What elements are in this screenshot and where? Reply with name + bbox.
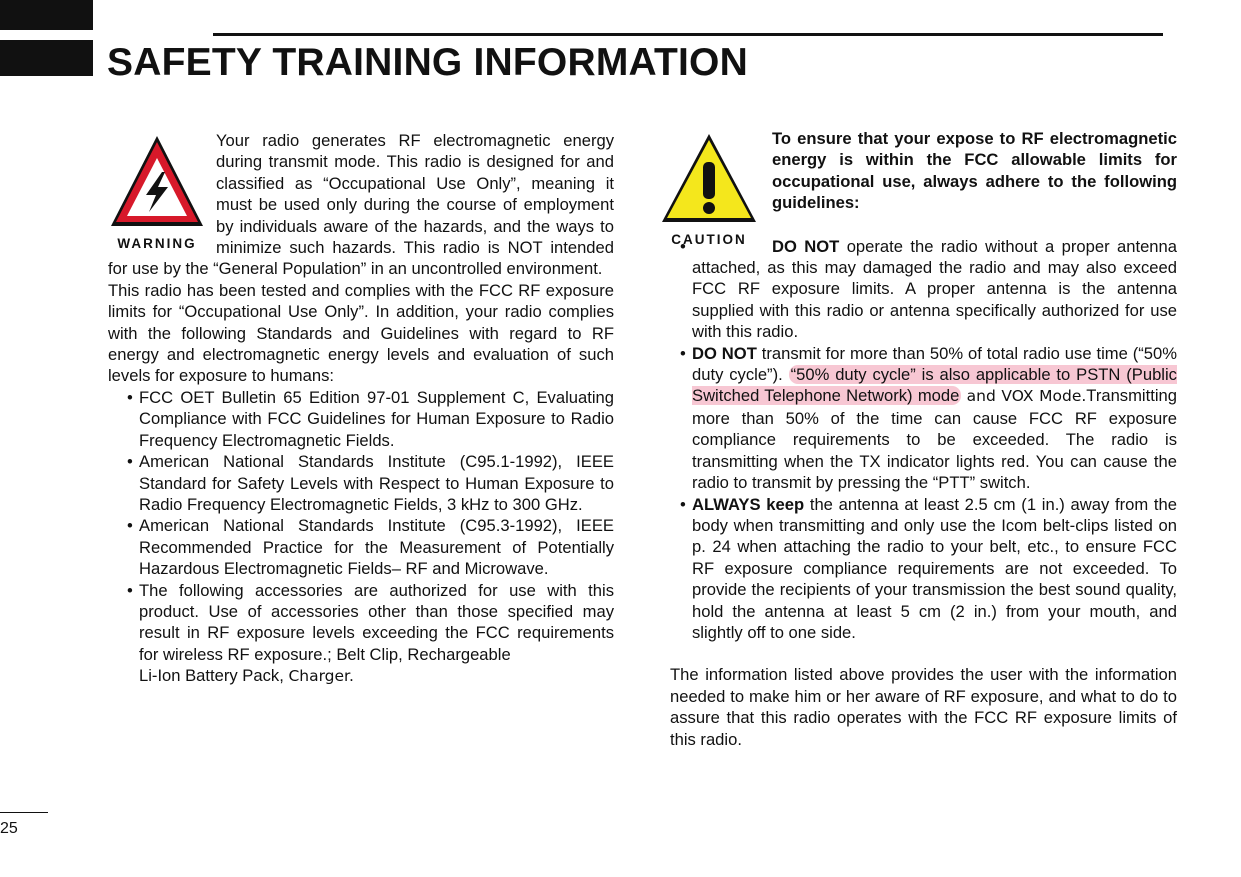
list-item: • FCC OET Bulletin 65 Edition 97-01 Supplement C, Evaluating Compliance with FCC Guidelines for Human Exposure to Radio Frequency Electromagnetic Fields. (139, 387, 614, 451)
accessories-text: The following accessories are authorized for use with this product. Use of accessories other than those specified may result in RF exposure levels exceeding the FCC requirements for wireless RF exposure.; Belt Clip, Rechargeable (139, 580, 614, 664)
caution-sign (658, 130, 760, 248)
left-column (108, 130, 614, 688)
accessories-battery: Li-Ion Battery Pack, (139, 666, 284, 686)
guidelines-list (670, 236, 1177, 644)
caution-label: CAUTION (671, 232, 747, 248)
highlighted-text: “50% duty cycle” is also applicable to PSTN (Public Switched Telephone Network) mode (692, 365, 1177, 406)
right-column (670, 128, 1177, 750)
keyword: DO NOT (772, 236, 840, 256)
list-item: • DO NOT operate the radio without a proper antenna attached, as this may damaged the radio and may also exceed FCC RF exposure limits. A proper antenna is the antenna supplied with this radio or antenna specifically authorized for use with this radio. (692, 236, 1177, 343)
page-number-rule (0, 812, 48, 813)
rf-intro-text: Your radio generates RF electromagnetic energy during transmit mode. This radio is designed for and classified as “Occupational Use Only”, meaning it must be used only during the course of employment by individuals aware of the hazards, and the ways to minimize such hazards. This radio is NOT intended for use by the “General Population” in an uncontrolled environment. (108, 131, 614, 279)
page-title: SAFETY TRAINING INFORMATION (107, 41, 748, 84)
section-tab-top (0, 0, 93, 30)
page-number: 25 (0, 820, 18, 837)
vox-text: and VOX Mode. (966, 387, 1087, 406)
guidelines-intro: To ensure that your expose to RF electromagnetic energy is within the FCC allowable limits for occupational use, always adhere to the following guidelines: (772, 129, 1177, 213)
keyword: DO NOT (692, 343, 757, 363)
warning-label: WARNING (117, 236, 197, 252)
keyword: ALWAYS keep (692, 494, 805, 514)
accessories-charger: Charger. (288, 667, 354, 686)
list-item: • American National Standards Institute (C95.1-1992), IEEE Standard for Safety Levels with Respect to Human Exposure to Radio Frequency Electromagnetic Fields, 3 kHz to 300 GHz. (139, 451, 614, 515)
standards-list (108, 387, 614, 688)
list-item: • DO NOT transmit for more than 50% of total radio use time (“50% duty cycle”). “50% duty cycle” is also applicable to PSTN (Public Switched Telephone Network) mode and VOX Mode.Transmitting more than 50% of the time can cause FCC RF exposure compliance requirements to be exceeded. The radio is transmitting when the TX indicator lights red. You can cause the radio to transmit by pressing the “PTT” switch. (692, 343, 1177, 494)
compliance-text: This radio has been tested and complies with the FCC RF exposure limits for “Occupational Use Only”. In addition, your radio complies with the following Standards and Guidelines with regard to RF energy and electromagnetic energy levels and evaluation of such levels for exposure to humans: (108, 280, 614, 386)
header-rule (213, 33, 1163, 36)
lightning-warning-icon (108, 132, 206, 230)
warning-sign (108, 132, 206, 252)
section-tab-bottom (0, 40, 93, 76)
list-item: • ALWAYS keep the antenna at least 2.5 cm (1 in.) away from the body when transmitting and only use the Icom belt-clips listed on p. 24 when attaching the radio to your belt, etc., to ensure FCC RF exposure compliance requirements are not exceeded. To provide the recipients of your transmission the best sound quality, hold the antenna at least 5 cm (2 in.) from your mouth, and slightly off to one side. (692, 494, 1177, 644)
accessories-item (139, 580, 614, 688)
closing-paragraph: The information listed above provides the user with the information needed to make him or her aware of RF exposure, and what to do to assure that this radio operates with the FCC RF exposure limits of this radio. (670, 665, 1177, 749)
exclamation-caution-icon (658, 130, 760, 226)
list-item: • American National Standards Institute (C95.3-1992), IEEE Recommended Practice for the Measurement of Potentially Hazardous Electromagnetic Fields– RF and Microwave. (139, 515, 614, 579)
